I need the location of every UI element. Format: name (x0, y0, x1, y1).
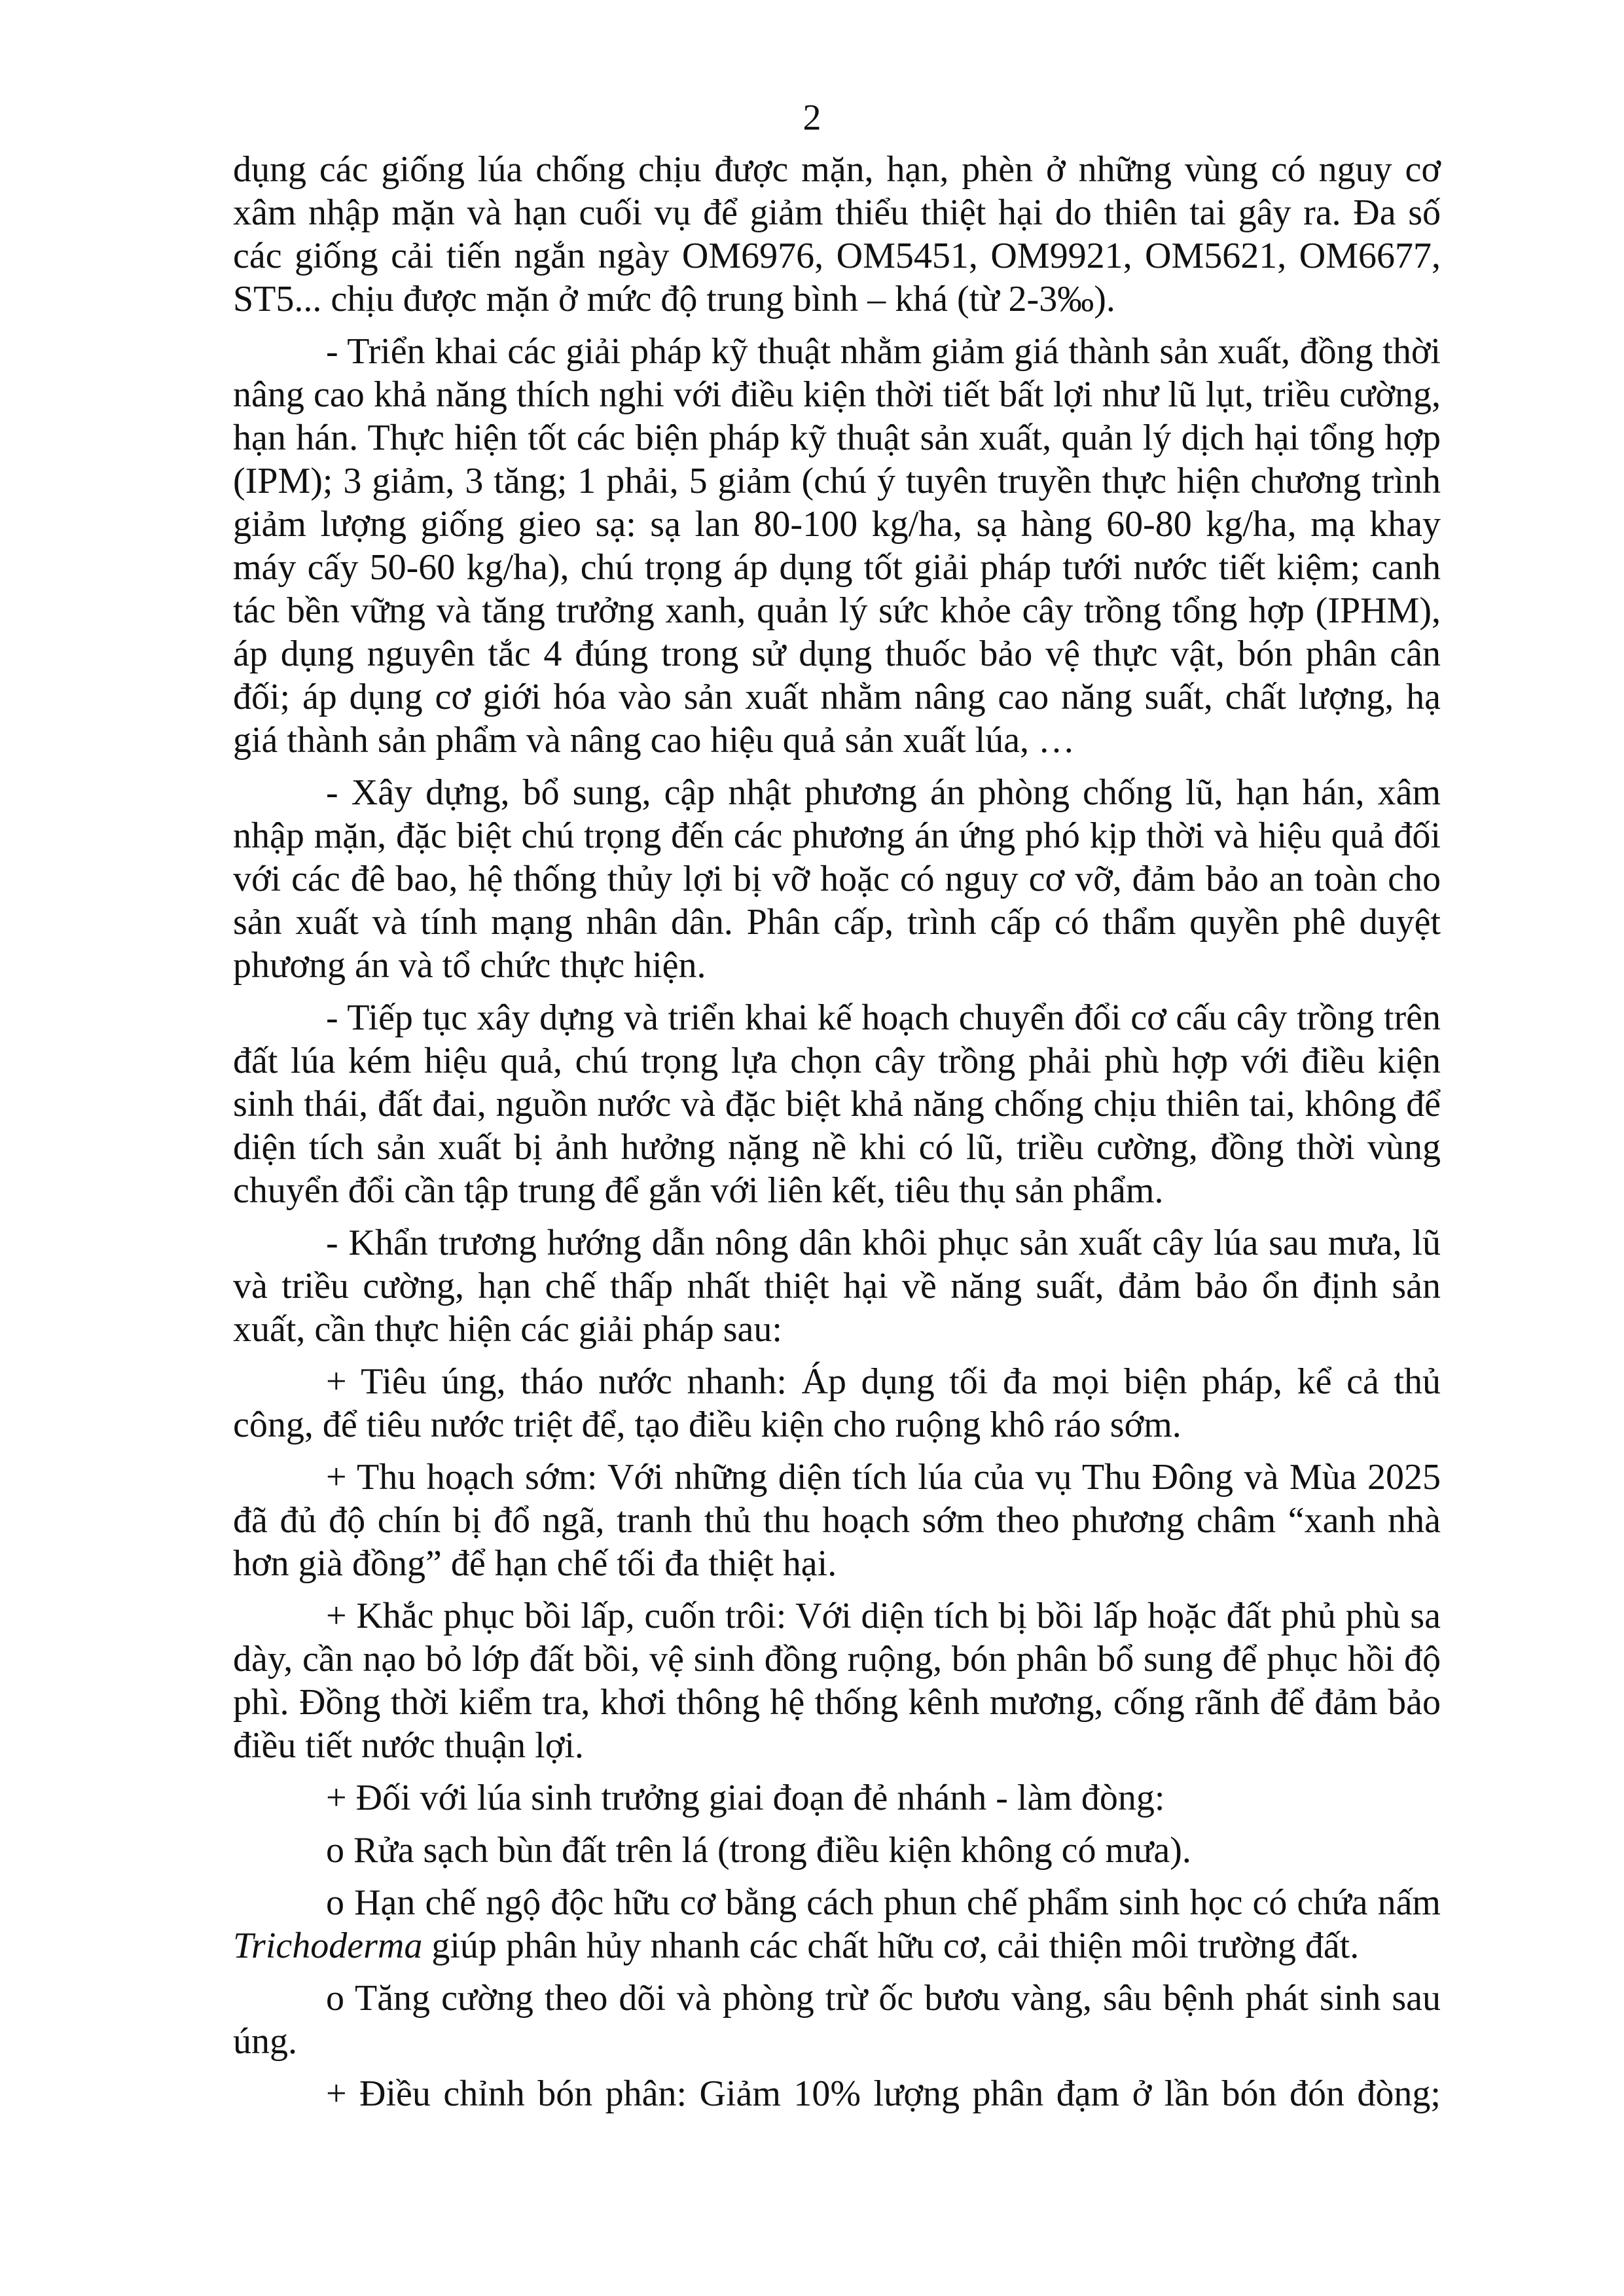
bullet-trichoderma-after: giúp phân hủy nhanh các chất hữu cơ, cải thiện môi trường đất. (422, 1926, 1360, 1966)
paragraph-flood-plan: - Xây dựng, bổ sung, cập nhật phương án phòng chống lũ, hạn hán, xâm nhập mặn, đặc biệt chú trọng đến các phương án ứng phó kịp thời và hiệu quả đối với các đê bao, hệ thống thủy lợi bị vỡ hoặc có nguy cơ vỡ, đảm bảo an toàn cho sản xuất và tính mạng nhân dân. Phân cấp, trình cấp có thẩm quyền phê duyệt phương án và tổ chức thực hiện. (233, 772, 1441, 986)
bullet-trichoderma-italic: Trichoderma (233, 1926, 423, 1966)
body-text (233, 148, 1441, 2125)
bullet-wash-leaves: o Rửa sạch bùn đất trên lá (trong điều kiện không có mưa). (326, 1830, 1191, 1871)
page-number: 2 (803, 98, 821, 138)
paragraph-sediment-recovery: + Khắc phục bồi lấp, cuốn trôi: Với diện tích bị bồi lấp hoặc đất phủ phù sa dày, cần nạo bỏ lớp đất bồi, vệ sinh đồng ruộng, bón phân bổ sung để phục hồi độ phì. Đồng thời kiểm tra, khơi thông hệ thống kênh mương, cống rãnh để đảm bảo điều tiết nước thuận lợi. (233, 1596, 1441, 1766)
paragraph-fertilizer-adjustment: + Điều chỉnh bón phân: Giảm 10% lượng phân đạm ở lần bón đón đòng; (326, 2073, 1441, 2114)
bullet-snail-control: o Tăng cường theo dõi và phòng trừ ốc bươu vàng, sâu bệnh phát sinh sau úng. (233, 1978, 1441, 2062)
paragraph-drought-varieties: dụng các giống lúa chống chịu được mặn, hạn, phèn ở những vùng có nguy cơ xâm nhập mặn và hạn cuối vụ để giảm thiểu thiệt hại do thiên tai gây ra. Đa số các giống cải tiến ngắn ngày OM6976, OM5451, OM9921, OM5621, OM6677, ST5... chịu được mặn ở mức độ trung bình – khá (từ 2-3‰). (233, 149, 1441, 319)
paragraph-tillering-stage: + Đối với lúa sinh trưởng giai đoạn đẻ nhánh - làm đòng: (326, 1778, 1165, 1818)
paragraph-technical-solutions: - Triển khai các giải pháp kỹ thuật nhằm giảm giá thành sản xuất, đồng thời nâng cao khả năng thích nghi với điều kiện thời tiết bất lợi như lũ lụt, triều cường, hạn hán. Thực hiện tốt các biện pháp kỹ thuật sản xuất, quản lý dịch hại tổng hợp (IPM); 3 giảm, 3 tăng; 1 phải, 5 giảm (chú ý tuyên truyền thực hiện chương trình giảm lượng giống gieo sạ: sạ lan 80-100 kg/ha, sạ hàng 60-80 kg/ha, mạ khay máy cấy 50-60 kg/ha), chú trọng áp dụng tốt giải pháp tưới nước tiết kiệm; canh tác bền vững và tăng trưởng xanh, quản lý sức khỏe cây trồng tổng hợp (IPHM), áp dụng nguyên tắc 4 đúng trong sử dụng thuốc bảo vệ thực vật, bón phân cân đối; áp dụng cơ giới hóa vào sản xuất nhằm nâng cao năng suất, chất lượng, hạ giá thành sản phẩm và nâng cao hiệu quả sản xuất lúa, … (233, 331, 1441, 761)
paragraph-crop-conversion: - Tiếp tục xây dựng và triển khai kế hoạch chuyển đổi cơ cấu cây trồng trên đất lúa kém hiệu quả, chú trọng lựa chọn cây trồng phải phù hợp với điều kiện sinh thái, đất đai, nguồn nước và đặc biệt khả năng chống chịu thiên tai, không để diện tích sản xuất bị ảnh hưởng nặng nề khi có lũ, triều cường, đồng thời vùng chuyển đổi cần tập trung để gắn với liên kết, tiêu thụ sản phẩm. (233, 997, 1441, 1211)
paragraph-drainage: + Tiêu úng, tháo nước nhanh: Áp dụng tối đa mọi biện pháp, kể cả thủ công, để tiêu nước triệt để, tạo điều kiện cho ruộng khô ráo sớm. (233, 1361, 1441, 1445)
bullet-trichoderma (233, 1881, 1441, 1967)
bullet-trichoderma-before: o Hạn chế ngộ độc hữu cơ bằng cách phun chế phẩm sinh học có chứa nấm (326, 1882, 1441, 1923)
paragraph-early-harvest: + Thu hoạch sớm: Với những diện tích lúa của vụ Thu Đông và Mùa 2025 đã đủ độ chín bị đổ ngã, tranh thủ thu hoạch sớm theo phương châm “xanh nhà hơn già đồng” để hạn chế tối đa thiệt hại. (233, 1457, 1441, 1584)
paragraph-recovery-guidance: - Khẩn trương hướng dẫn nông dân khôi phục sản xuất cây lúa sau mưa, lũ và triều cường, hạn chế thấp nhất thiệt hại về năng suất, đảm bảo ổn định sản xuất, cần thực hiện các giải pháp sau: (233, 1223, 1441, 1350)
